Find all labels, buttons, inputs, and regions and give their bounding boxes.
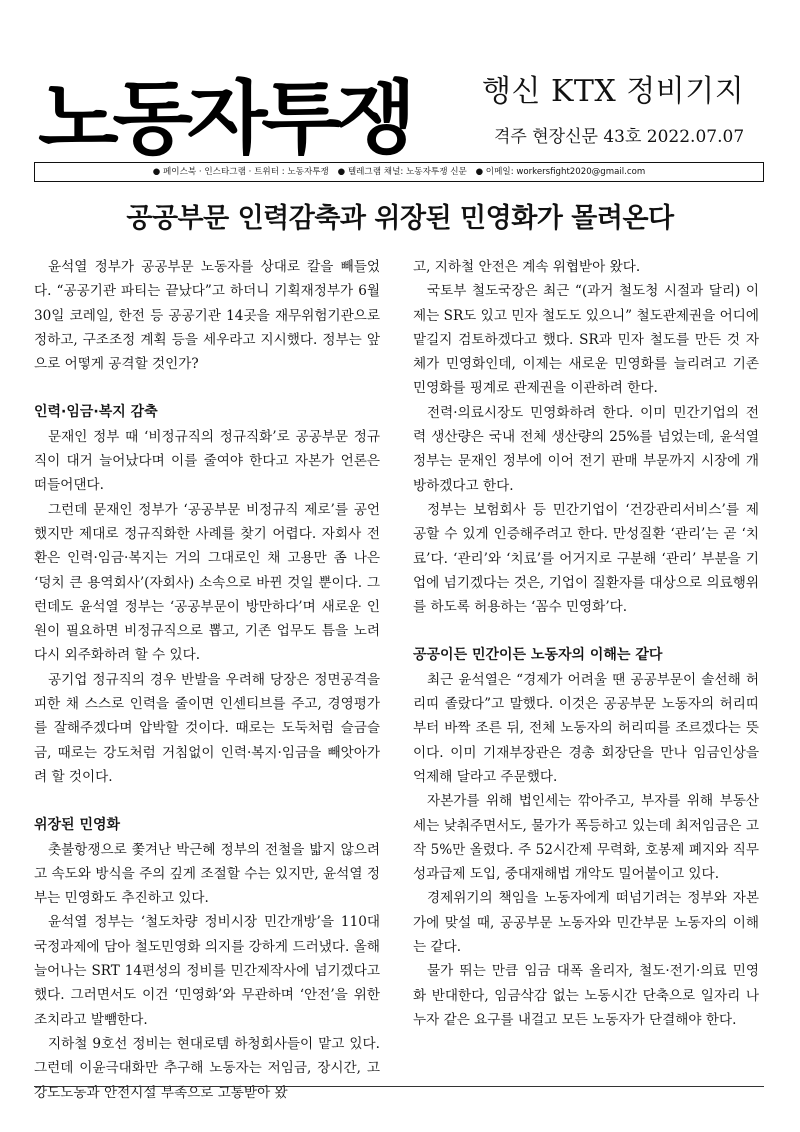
masthead-logo-graphic bbox=[34, 52, 414, 162]
issue-title: 행신 KTX 정비기지 bbox=[482, 74, 745, 109]
paragraph: 문재인 정부 때 ‘비정규직의 정규직화’로 공공부문 정규직이 대거 늘어났다며 이를 줄여야 한다고 자본가 언론은 떠들어댄다. bbox=[34, 428, 380, 494]
contact-email: ● 이메일: workersfight2020@gmail.com bbox=[475, 167, 646, 177]
paragraph: 경제위기의 책임을 노동자에게 떠넘기려는 정부와 자본가에 맞설 때, 공공부문 노동자와 민간부문 노동자의 이해는 같다. bbox=[413, 890, 759, 956]
masthead-logo-text: 노동자투쟁 bbox=[38, 72, 411, 162]
article-column-right bbox=[413, 255, 759, 1032]
paragraph: 국토부 철도국장은 최근 “(과거 철도청 시절과 달리) 이제는 SR도 있고 민자 철도도 있으니” 철도관제권을 어디에 맡길지 검토하겠다고 했다. SR과 민자 철도를 만든 것 자체가 민영화인데, 이제는 새로운 민영화를 늘리려고 기존 민영화를 핑계로 관제권을 이관하려 한다. bbox=[413, 283, 759, 397]
bottom-rule bbox=[34, 1086, 764, 1087]
issue-info: 격주 현장신문 43호 2022.07.07 bbox=[494, 127, 745, 147]
paragraph: 촛불항쟁으로 쫓겨난 박근혜 정부의 전철을 밟지 않으려고 속도와 방식을 주의 깊게 조절할 수는 있지만, 윤석열 정부는 민영화도 추진하고 있다. bbox=[34, 841, 380, 907]
paragraph: 최근 윤석열은 “경제가 어려울 땐 공공부문이 솔선해 허리띠 졸랐다”고 말했다. 이것은 공공부문 노동자의 허리띠부터 바짝 조른 뒤, 전체 노동자의 허리띠를 조르겠다는 뜻이다. 이미 기재부장관은 경총 회장단을 만나 임금인상을 억제해 달라고 주문했다. bbox=[413, 671, 759, 785]
section-heading-privatization: 위장된 민영화 bbox=[34, 817, 121, 834]
intro-paragraph: 윤석열 정부가 공공부문 노동자를 상대로 칼을 빼들었다. “공공기관 파티는 끝났다”고 하더니 기획재정부가 6월 30일 코레일, 한전 등 공공기관 14곳을 재무위험기관으로 정하고, 구조조정 계획 등을 세우라고 지시했다. 정부는 앞으로 어떻게 공격할 것인가? bbox=[34, 259, 380, 373]
paragraph: 정부는 보험회사 등 민간기업이 ‘건강관리서비스’를 제공할 수 있게 인증해주려고 한다. 만성질환 ‘관리’는 곧 ‘치료’다. ‘관리’와 ‘치료’를 어거지로 구분해 ‘관리’ 부분을 기업에 넘기겠다는 것은, 기업이 질환자를 대상으로 의료행위를 하도록 허용하는 ‘꼼수 민영화’다. bbox=[413, 501, 759, 616]
contact-bar bbox=[34, 162, 764, 182]
paragraph: 전력·의료시장도 민영화하려 한다. 이미 민간기업의 전력 생산량은 국내 전체 생산량의 25%를 넘었는데, 윤석열 정부는 문재인 정부에 이어 전기 판매 부문까지 시장에 개방하겠다고 한다. bbox=[413, 404, 759, 494]
paragraph: 지하철 9호선 정비는 현대로템 하청회사들이 맡고 있다. 그런데 이윤극대화만 추구해 노동자는 저임금, 장시간, 고강도노동과 안전시설 부족으로 고통받아 왔 bbox=[34, 1035, 380, 1101]
paragraph-continued: 고, 지하철 안전은 계속 위협받아 왔다. bbox=[413, 259, 641, 275]
section-heading-solidarity: 공공이든 민간이든 노동자의 이해는 같다 bbox=[413, 647, 663, 664]
paragraph: 자본가를 위해 법인세는 깎아주고, 부자를 위해 부동산세는 낮춰주면서도, 물가가 폭등하고 있는데 최저임금은 고작 5%만 올렸다. 주 52시간제 무력화, 호봉제 폐지와 직무성과급제 도입, 중대재해법 개악도 밀어붙이고 있다. bbox=[413, 793, 759, 883]
paragraph: 공기업 정규직의 경우 반발을 우려해 당장은 정면공격을 피한 채 스스로 인력을 줄이면 인센티브를 주고, 경영평가를 잘해주겠다며 압박할 것이다. 때로는 도둑처럼 슬금슬금, 때로는 강도처럼 거침없이 인력·복지·임금을 빼앗아가려 할 것이다. bbox=[34, 671, 380, 785]
article-column-left bbox=[34, 255, 380, 1105]
paragraph: 그런데 문재인 정부가 ‘공공부문 비정규직 제로’를 공언했지만 제대로 정규직화한 사례를 찾기 어렵다. 자회사 전환은 인력·임금·복지는 거의 그대로인 채 고용만 좀 나은 ‘덩치 큰 용역회사’(자회사) 소속으로 바뀐 것일 뿐이다. 그런데도 윤석열 정부는 ‘공공부문이 방만하다’며 새로운 인원이 필요하면 비정규직으로 뽑고, 기존 업무도 틈을 노려 다시 외주화하려 할 수 있다. bbox=[34, 501, 380, 664]
section-heading-cuts: 인력·임금·복지 감축 bbox=[34, 404, 158, 421]
contact-sns: ● 페이스북 · 인스타그램 · 트위터 : 노동자투쟁 bbox=[152, 167, 329, 177]
headline: 공공부문 인력감축과 위장된 민영화가 몰려온다 bbox=[126, 203, 674, 234]
masthead-logo bbox=[34, 52, 414, 162]
paragraph: 윤석열 정부는 ‘철도차량 정비시장 민간개방’을 110대 국정과제에 담아 철도민영화 의지를 강하게 드러냈다. 올해 늘어나는 SRT 14편성의 정비를 민간제작사에 넘기겠다고 했다. 그러면서도 이건 ‘민영화’와 무관하며 ‘안전’을 위한 조치라고 발뺌한다. bbox=[34, 914, 380, 1028]
contact-telegram: ● 텔레그램 채널: 노동자투쟁 신문 bbox=[337, 167, 467, 177]
paragraph: 물가 뛰는 만큼 임금 대폭 올리자, 철도·전기·의료 민영화 반대한다, 임금삭감 없는 노동시간 단축으로 일자리 나누자 같은 요구를 내걸고 모든 노동자가 단결해야 한다. bbox=[413, 963, 759, 1028]
